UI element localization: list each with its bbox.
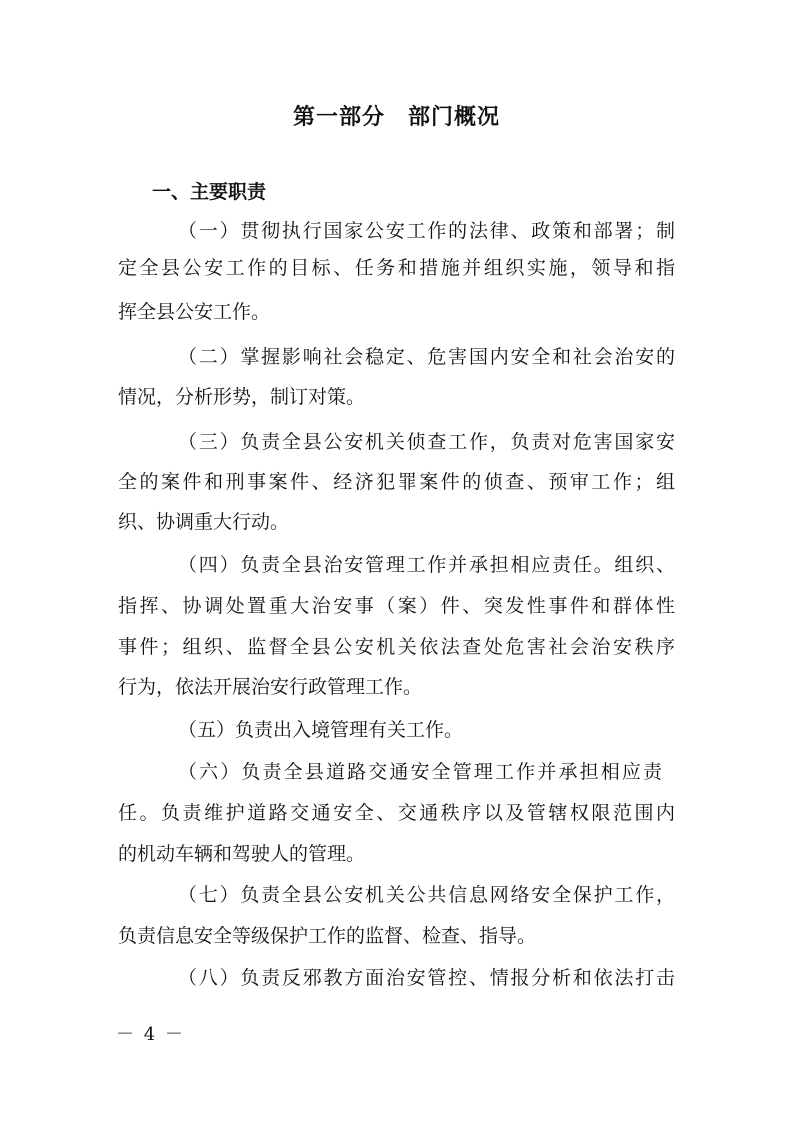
text-line: 全的案件和刑事案件、经济犯罪案件的侦查、预审工作；组 xyxy=(118,471,675,493)
text-line: 情况，分析形势，制订对策。 xyxy=(118,386,366,408)
text-line: 指挥、协调处置重大治安事（案）件、突发性事件和群体性 xyxy=(118,595,675,617)
page-number: － 4 － xyxy=(116,1024,185,1045)
text-line: 织、协调重大行动。 xyxy=(118,511,290,533)
text-line: （五）负责出入境管理有关工作。 xyxy=(178,719,464,741)
text-line: 行为，依法开展治安行政管理工作。 xyxy=(118,676,423,698)
text-line: （一）贯彻执行国家公安工作的法律、政策和部署；制 xyxy=(178,220,675,242)
text-line: （四）负责全县治安管理工作并承担相应责任。组织、 xyxy=(178,554,675,576)
section-heading: 一、主要职责 xyxy=(152,181,267,203)
text-line: 事件；组织、监督全县公安机关依法查处危害社会治安秩序 xyxy=(118,636,675,658)
text-line: （七）负责全县公安机关公共信息网络安全保护工作， xyxy=(178,884,675,906)
text-line: 定全县公安工作的目标、任务和措施并组织实施，领导和指 xyxy=(118,257,675,279)
text-line: （六）负责全县道路交通安全管理工作并承担相应责 xyxy=(178,761,662,783)
text-line: 任。负责维护道路交通安全、交通秩序以及管辖权限范围内 xyxy=(118,802,675,824)
text-line: 负责信息安全等级保护工作的监督、检查、指导。 xyxy=(118,925,537,947)
text-line: 的机动车辆和驾驶人的管理。 xyxy=(118,843,366,865)
text-line: （二）掌握影响社会稳定、危害国内安全和社会治安的 xyxy=(178,346,675,368)
text-line: （三）负责全县公安机关侦查工作，负责对危害国家安 xyxy=(178,431,675,453)
text-line: 挥全县公安工作。 xyxy=(118,301,271,323)
page-title: 第一部分 部门概况 xyxy=(292,105,500,130)
text-line: （八）负责反邪教方面治安管控、情报分析和依法打击 xyxy=(178,967,675,989)
